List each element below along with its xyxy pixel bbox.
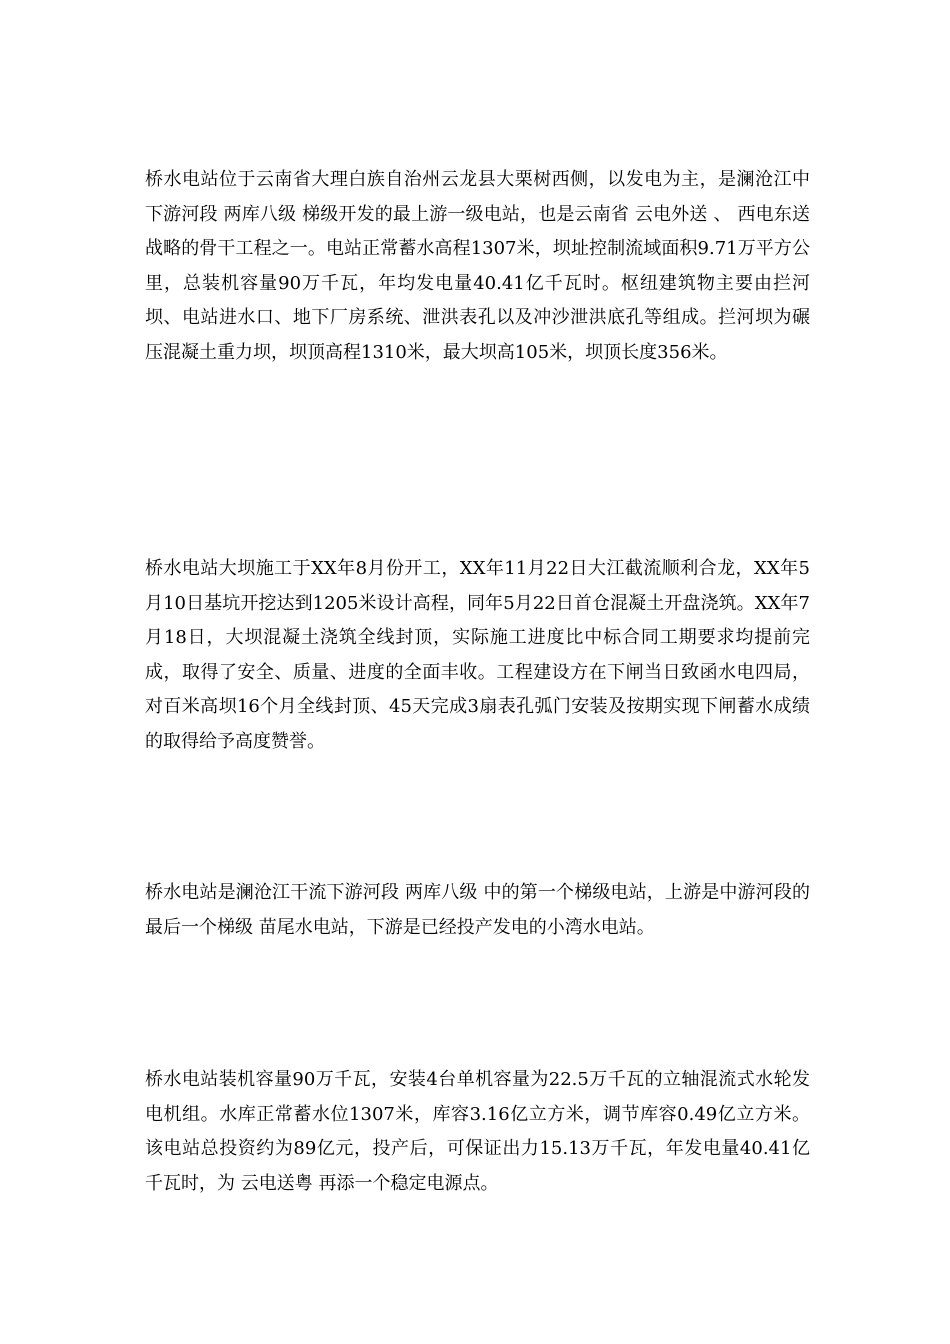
paragraph-construction: 桥水电站大坝施工于XX年8月份开工，XX年11月22日大江截流顺利合龙，XX年5月10日基坑开挖达到1205米设计高程，同年5月22日首仓混凝土开盘浇筑。XX年7月18日，大坝混凝土浇筑全线封顶，实际施工进度比中标合同工期要求均提前完成，取得了安全、质量、进度的全面丰收。工程建设方在下闸当日致函水电四局，对百米高坝16个月全线封顶、45天完成3扇表孔弧门安装及按期实现下闸蓄水成绩的取得给予高度赞誉。: [145, 558, 810, 752]
paragraph-capacity: 桥水电站装机容量90万千瓦，安装4台单机容量为22.5万千瓦的立轴混流式水轮发电机组。水库正常蓄水位1307米，库容3.16亿立方米，调节库容0.49亿立方米。该电站总投资约为89亿元，投产后，可保证出力15.13万千瓦，年发电量40.41亿千瓦时，为 云电送粤 再添一个稳定电源点。: [145, 1069, 810, 1194]
paragraph-cascade-position: 桥水电站是澜沧江干流下游河段 两库八级 中的第一个梯级电站，上游是中游河段的最后一个梯级 苗尾水电站，下游是已经投产发电的小湾水电站。: [145, 882, 810, 938]
paragraph-overview: 桥水电站位于云南省大理白族自治州云龙县大栗树西侧，以发电为主，是澜沧江中下游河段 两库八级 梯级开发的最上游一级电站，也是云南省 云电外送 、 西电东送 战略的骨干工程之一。电站正常蓄水高程1307米，坝址控制流域面积9.71万平方公里，总装机容量90万千瓦，年均发电量40.41亿千瓦时。枢纽建筑物主要由拦河坝、电站进水口、地下厂房系统、泄洪表孔以及冲沙泄洪底孔等组成。拦河坝为碾压混凝土重力坝，坝顶高程1310米，最大坝高105米，坝顶长度356米。: [145, 169, 810, 363]
